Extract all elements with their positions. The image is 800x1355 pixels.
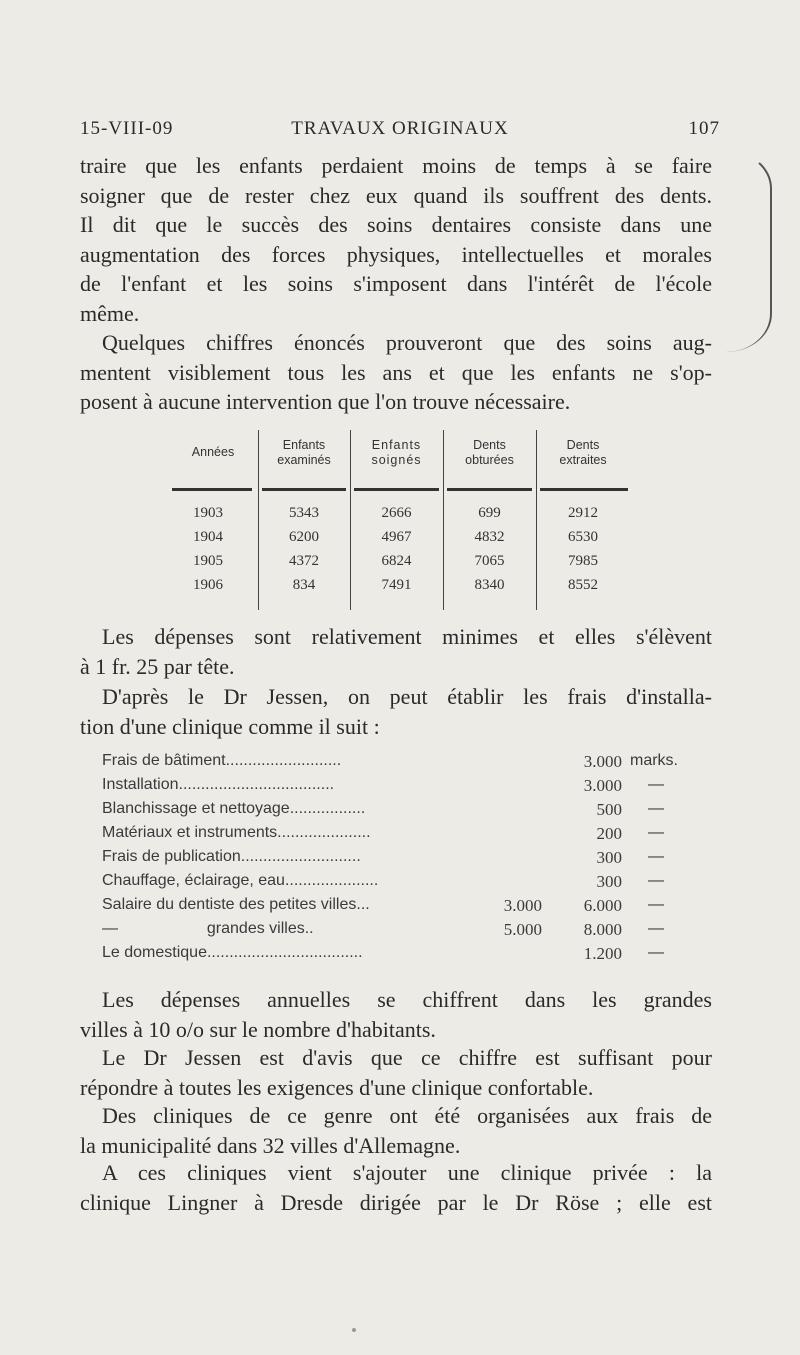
cost-unit: — [648, 896, 664, 913]
table-cell: 2912 [568, 505, 598, 521]
table-cell: 6530 [568, 529, 598, 545]
paragraph-7 [80, 1101, 712, 1160]
table-cell: 6200 [289, 529, 319, 545]
header-rule [540, 488, 628, 491]
text-line: la municipalité dans 32 villes d'Allemagne. [80, 1132, 461, 1158]
header-rule [262, 488, 346, 491]
margin-bracket-mark [726, 150, 772, 352]
col-header-annees [168, 445, 258, 460]
text-line: clinique Lingner à Dresde dirigée par le Dr Röse ; elle est [80, 1189, 712, 1215]
header-text: obturées [465, 453, 514, 467]
header-section-title: TRAVAUX ORIGINAUX [291, 118, 509, 139]
statistics-table [168, 430, 630, 610]
table-cell: 834 [292, 577, 316, 593]
cost-row [102, 896, 712, 920]
table-cell: 1906 [193, 577, 223, 593]
table-cell: 7491 [381, 577, 412, 593]
cost-label: Frais de publication........................... [102, 848, 361, 865]
table-cell: 4832 [474, 529, 505, 545]
cost-unit: — [648, 824, 664, 841]
text-line: Les dépenses annuelles se chiffrent dans les grandes [102, 987, 712, 1012]
cost-unit: — [648, 944, 664, 961]
table-cell: 1903 [193, 505, 223, 521]
table-cell: 4967 [381, 529, 412, 545]
table-cell: 1905 [193, 553, 223, 569]
cost-amount: 8.000 [583, 920, 622, 939]
cost-row [102, 752, 712, 776]
table-cell: 4372 [289, 553, 319, 569]
header-text: extraites [559, 453, 607, 467]
text-line: Des cliniques de ce genre ont été organisées aux frais de [102, 1103, 712, 1128]
text-line: répondre à toutes les exigences d'une clinique confortable. [80, 1074, 594, 1100]
header-rule [172, 488, 252, 491]
cost-row [102, 848, 712, 872]
cost-label: Le domestique................................... [102, 944, 363, 961]
header-date: 15-VIII-09 [80, 118, 174, 139]
cost-label: Salaire du dentiste des petites villes... [102, 896, 370, 913]
cost-unit: — [648, 776, 664, 793]
paragraph-4 [80, 682, 712, 741]
header-text: Dents [566, 438, 600, 452]
cost-label: Installation................................... [102, 776, 335, 793]
cost-pre-amount: 5.000 [503, 920, 542, 939]
cost-unit: marks. [630, 752, 678, 769]
header-text: Enfants [282, 438, 326, 452]
header-text: examinés [277, 453, 331, 467]
cost-row [102, 776, 712, 800]
col-header-enfants-examines [258, 438, 350, 468]
header-text: Dents [473, 438, 506, 452]
paragraph-5 [80, 985, 712, 1044]
header-text: soignés [371, 453, 422, 467]
cost-unit: — [648, 920, 664, 937]
cost-amount: 300 [596, 848, 622, 867]
paragraph-1 [80, 151, 712, 328]
header-rule [354, 488, 439, 491]
cost-row [102, 944, 712, 968]
paragraph-3 [80, 622, 712, 681]
paragraph-2 [80, 328, 712, 417]
table-cell: 8552 [568, 577, 598, 593]
text-line: à 1 fr. 25 par tête. [80, 653, 235, 679]
cost-unit: — [648, 800, 664, 817]
text-line: Quelques chiffres énoncés prouveront que des soins aug- [102, 330, 712, 355]
text-line: soigner que de rester chez eux quand ils souffrent des dents. [80, 182, 712, 208]
header-text: Enfants [371, 438, 422, 452]
text-line: de l'enfant et les soins s'imposent dans l'intérêt de l'école [80, 271, 712, 296]
cost-amount: 1.200 [583, 944, 622, 963]
paragraph-8 [80, 1158, 712, 1217]
cost-row [102, 824, 712, 848]
cost-amount: 3.000 [583, 752, 622, 771]
table-cell: 699 [478, 505, 501, 521]
ink-speck [352, 1328, 356, 1332]
cost-label: Chauffage, éclairage, eau..................... [102, 872, 379, 889]
cost-pre-amount: 3.000 [503, 896, 542, 915]
text-line: Le Dr Jessen est d'avis que ce chiffre est suffisant pour [102, 1045, 712, 1070]
cost-label: Matériaux et instruments..................... [102, 824, 371, 841]
text-line: D'après le Dr Jessen, on peut établir les frais d'installa- [102, 684, 712, 709]
cost-amount: 200 [596, 824, 622, 843]
header-text: Années [191, 445, 235, 459]
cost-row [102, 800, 712, 824]
cost-unit: — [648, 848, 664, 865]
text-line: A ces cliniques vient s'ajouter une clinique privée : la [102, 1160, 712, 1185]
table-cell: 6824 [381, 553, 412, 569]
cost-row [102, 920, 712, 944]
text-line: Les dépenses sont relativement minimes et elles s'élèvent [102, 624, 712, 649]
text-line: posent à aucune intervention que l'on trouve nécessaire. [80, 389, 571, 414]
table-cell: 5343 [289, 505, 319, 521]
cost-row [102, 872, 712, 896]
paragraph-6 [80, 1043, 712, 1102]
col-header-enfants-soignes [350, 438, 443, 468]
text-line: augmentation des forces physiques, intellectuelles et morales [80, 241, 712, 267]
cost-label: Blanchissage et nettoyage................. [102, 800, 366, 817]
cost-label: Frais de bâtiment.......................... [102, 752, 342, 769]
text-line: tion d'une clinique comme il suit : [80, 713, 380, 739]
cost-unit: — [648, 872, 664, 889]
cost-label: — grandes villes.. [102, 920, 314, 937]
col-header-dents-obturees [443, 438, 536, 468]
text-line: mentent visiblement tous les ans et que les enfants ne s'op- [80, 359, 712, 385]
table-cell: 7065 [474, 553, 505, 569]
table-cell: 2666 [381, 505, 412, 521]
page-number: 107 [688, 118, 720, 139]
cost-amount: 3.000 [583, 776, 622, 795]
cost-amount: 500 [596, 800, 622, 819]
text-line: traire que les enfants perdaient moins de temps à se faire [80, 153, 712, 178]
text-line: villes à 10 o/o sur le nombre d'habitants. [80, 1016, 436, 1042]
cost-amount: 300 [596, 872, 622, 891]
cost-amount: 6.000 [583, 896, 622, 915]
header-rule [447, 488, 532, 491]
table-cell: 1904 [193, 529, 223, 545]
col-header-dents-extraites [536, 438, 630, 468]
table-cell: 8340 [474, 577, 505, 593]
table-cell: 7985 [568, 553, 598, 569]
text-line: même. [80, 300, 140, 326]
text-line: Il dit que le succès des soins dentaires consiste dans une [80, 212, 712, 237]
